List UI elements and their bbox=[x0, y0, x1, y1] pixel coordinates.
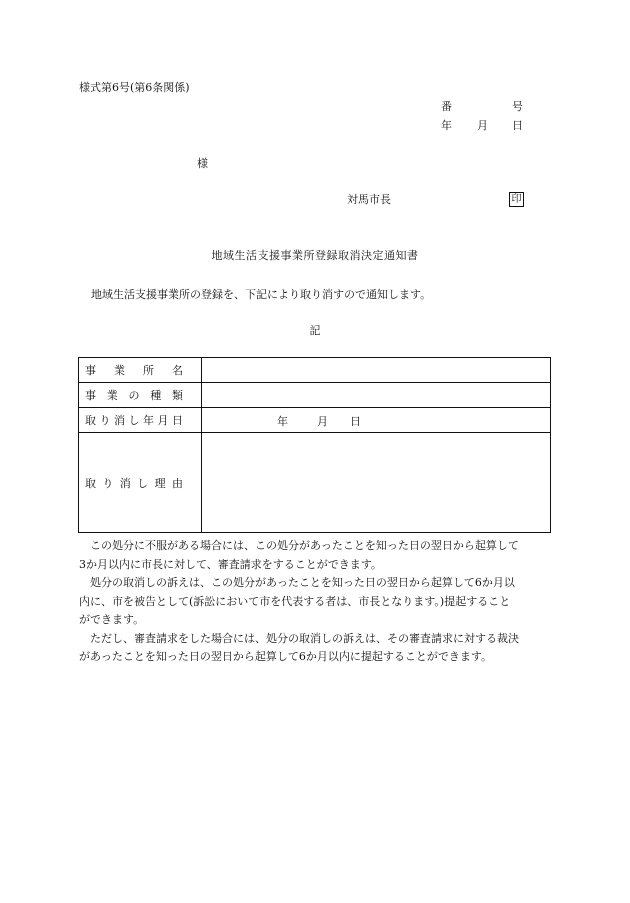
label-char: 業 bbox=[114, 364, 125, 377]
appeal-notes bbox=[79, 537, 553, 667]
addressee-suffix: 様 bbox=[197, 157, 208, 170]
label-char: し bbox=[137, 476, 149, 490]
note-line: ができます。 bbox=[79, 613, 145, 626]
cancellation-date-label bbox=[79, 408, 202, 433]
note-line: があったことを知った日の翌日から起算して6か月以内に提起することができます。 bbox=[79, 650, 493, 663]
label-char: 取 bbox=[85, 476, 96, 490]
note-line: 内に、市を被告として(訴訟において市を代表する者は、市長となります。)提起すること bbox=[79, 594, 511, 608]
date-year-label: 年 bbox=[441, 119, 452, 132]
label-char: し bbox=[128, 414, 140, 427]
label-char: 消 bbox=[119, 476, 131, 490]
cancellation-month-label: 月 bbox=[317, 415, 328, 428]
label-char: 年 bbox=[143, 414, 154, 427]
business-name-label bbox=[79, 358, 202, 383]
business-type-value[interactable] bbox=[202, 383, 551, 408]
issuer-name: 対馬市長 bbox=[347, 193, 391, 206]
seal-mark: 印 bbox=[509, 192, 524, 207]
document-title: 地域生活支援事業所登録取消決定通知書 bbox=[211, 249, 419, 262]
label-char: 取 bbox=[85, 414, 96, 427]
registration-form-table bbox=[78, 357, 551, 533]
label-char: 日 bbox=[172, 414, 183, 427]
business-name-value[interactable] bbox=[202, 358, 551, 383]
label-char: り bbox=[102, 476, 114, 490]
label-char: 月 bbox=[157, 414, 169, 427]
label-char: の bbox=[128, 389, 140, 402]
label-char: り bbox=[99, 414, 111, 427]
label-char: 業 bbox=[106, 389, 118, 402]
form-number: 様式第6号(第6条関係) bbox=[79, 81, 190, 94]
label-char: 理 bbox=[154, 476, 166, 490]
cancellation-year-label: 年 bbox=[277, 415, 288, 428]
document-number-suffix: 号 bbox=[512, 100, 523, 113]
ki-heading: 記 bbox=[309, 324, 321, 337]
label-char: 所 bbox=[143, 364, 154, 377]
label-char: 名 bbox=[172, 364, 183, 377]
note-line: この処分に不服がある場合には、この処分があったことを知った日の翌日から起算して bbox=[90, 539, 519, 552]
note-line: 3か月以内に市長に対して、審査請求をすることができます。 bbox=[79, 557, 382, 571]
notice-body: 地域生活支援事業所の登録を、下記により取り消すので通知します。 bbox=[91, 288, 432, 301]
table-row bbox=[79, 433, 551, 533]
document-number-label: 番 bbox=[441, 100, 452, 113]
label-char: 種 bbox=[150, 389, 162, 402]
date-day-label: 日 bbox=[512, 119, 523, 132]
cancellation-date-value[interactable] bbox=[202, 408, 551, 433]
label-char: 類 bbox=[172, 389, 183, 402]
label-char: 事 bbox=[85, 389, 96, 402]
label-char: 事 bbox=[85, 364, 96, 377]
cancellation-reason-value[interactable] bbox=[202, 433, 551, 533]
cancellation-reason-label bbox=[79, 433, 202, 533]
label-char: 由 bbox=[171, 476, 183, 490]
table-row bbox=[79, 408, 551, 433]
label-char: 消 bbox=[114, 414, 125, 427]
table-row bbox=[79, 358, 551, 383]
table-row bbox=[79, 383, 551, 408]
note-line: 処分の取消しの訴えは、この処分があったことを知った日の翌日から起算して6か月以 bbox=[90, 576, 515, 589]
cancellation-day-label: 日 bbox=[350, 415, 361, 428]
note-line: ただし、審査請求をした場合には、処分の取消しの訴えは、その審査請求に対する裁決 bbox=[90, 631, 519, 645]
business-type-label bbox=[79, 383, 202, 408]
date-month-label: 月 bbox=[477, 119, 488, 132]
